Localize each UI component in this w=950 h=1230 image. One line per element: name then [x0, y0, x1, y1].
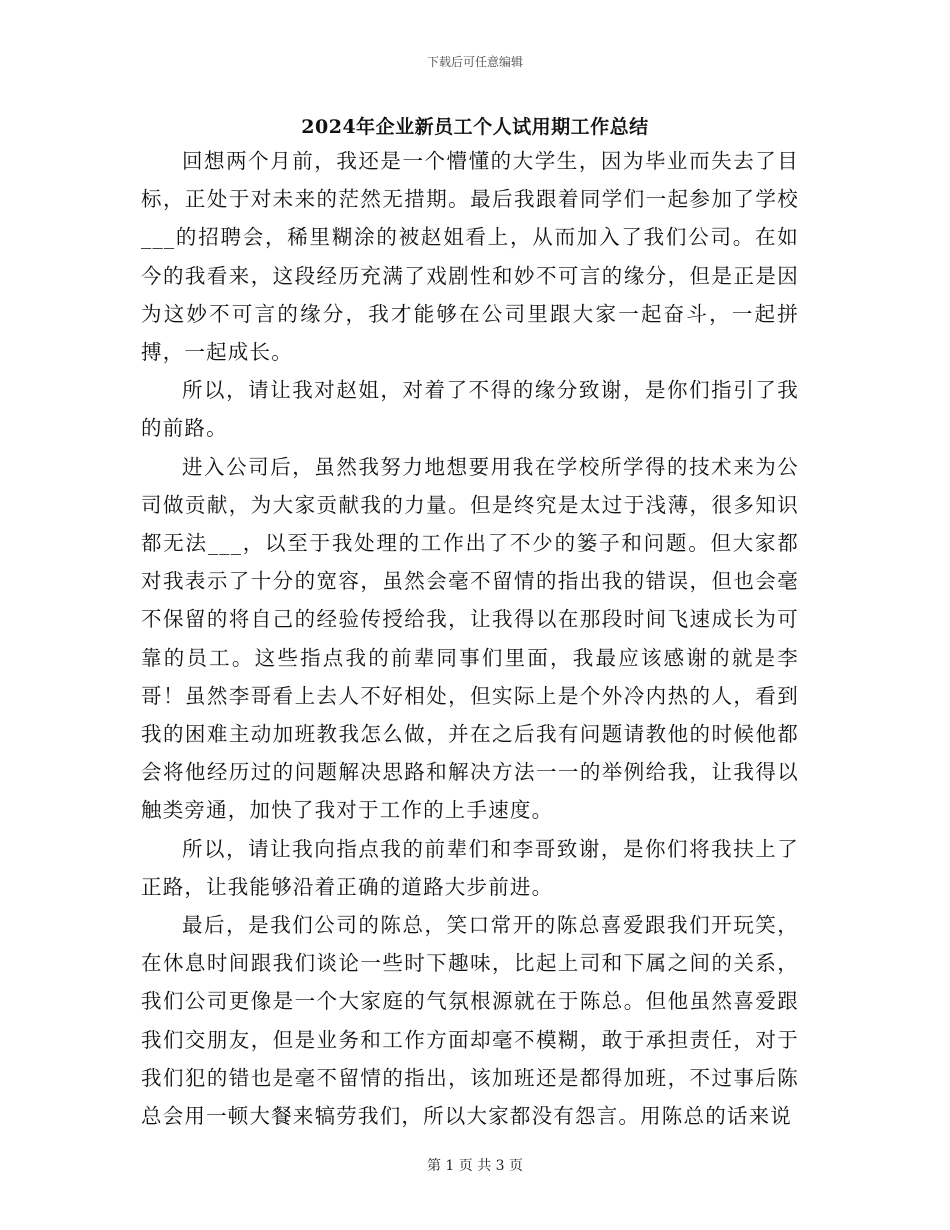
document-body — [141, 142, 799, 1135]
paragraph-1: 回想两个月前，我还是一个懵懂的大学生，因为毕业而失去了目标，正处于对未来的茫然无措期。最后我跟着同学们一起参加了学校___的招聘会，稀里糊涂的被赵姐看上，从而加入了我们公司。在如今的我看来，这段经历充满了戏剧性和妙不可言的缘分，但是正是因为这妙不可言的缘分，我才能够在公司里跟大家一起奋斗，一起拼搏，一起成长。 — [141, 149, 799, 365]
paragraph-4: 所以，请让我向指点我的前辈们和李哥致谢，是你们将我扶上了正路，让我能够沿着正确的道路大步前进。 — [141, 836, 799, 899]
page-header: 下载后可任意编辑 — [426, 55, 523, 69]
paragraph-2: 所以，请让我对赵姐，对着了不得的缘分致谢，是你们指引了我的前路。 — [141, 378, 799, 441]
document-title: 2024年企业新员工个人试用期工作总结 — [301, 116, 649, 138]
paragraph-3: 进入公司后，虽然我努力地想要用我在学校所学得的技术来为公司做贡献，为大家贡献我的力量。但是终究是太过于浅薄，很多知识都无法___，以至于我处理的工作出了不少的篓子和问题。但大家都对我表示了十分的宽容，虽然会毫不留情的指出我的错误，但也会毫不保留的将自己的经验传授给我，让我得以在那段时间飞速成长为可靠的员工。这些指点我的前辈同事们里面，我最应该感谢的就是李哥！虽然李哥看上去人不好相处，但实际上是个外冷内热的人，看到我的困难主动加班教我怎么做，并在之后我有问题请教他的时候他都会将他经历过的问题解决思路和解决方法一一的举例给我，让我得以触类旁通，加快了我对于工作的上手速度。 — [141, 454, 799, 823]
paragraph-5: 最后，是我们公司的陈总，笑口常开的陈总喜爱跟我们开玩笑，在休息时间跟我们谈论一些时下趣味，比起上司和下属之间的关系，我们公司更像是一个大家庭的气氛根源就在于陈总。但他虽然喜爱跟我们交朋友，但是业务和工作方面却毫不模糊，敢于承担责任，对于我们犯的错也是毫不留情的指出，该加班还是都得加班，不过事后陈总会用一顿大餐来犒劳我们，所以大家都没有怨言。用陈总的话来说 — [141, 913, 799, 1129]
page-number: 第 1 页 共 3 页 — [426, 1158, 524, 1174]
